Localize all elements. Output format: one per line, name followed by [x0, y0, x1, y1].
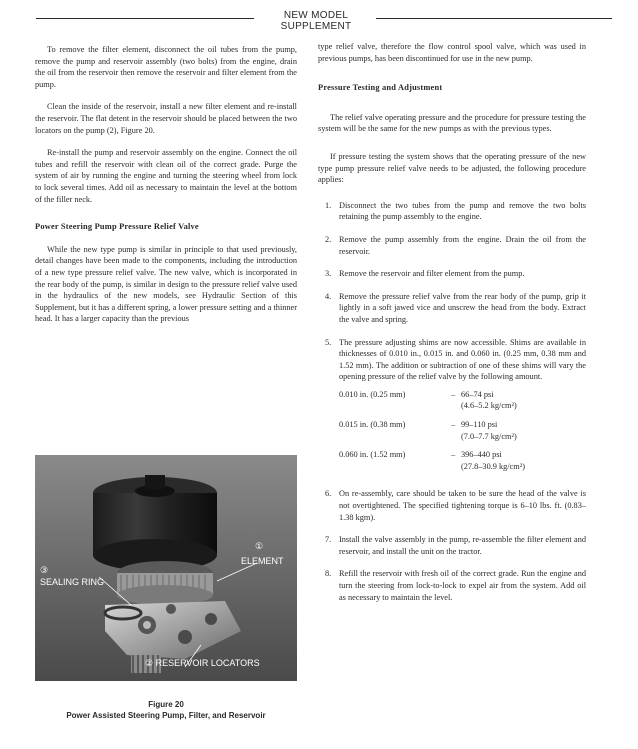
label-reservoir-locators: ② RESERVOIR LOCATORS	[145, 658, 260, 668]
label-element: ELEMENT	[241, 556, 284, 566]
section-heading-relief-valve: Power Steering Pump Pressure Relief Valve	[35, 222, 199, 232]
header-title: NEW MODEL SUPPLEMENT	[280, 10, 352, 32]
left-paragraph-3: Re-install the pump and reservoir assembly on the engine. Connect the oil tubes and refill the reservoir with clean oil of the correct grade. Purge the system of air by running the engine and turning the steering wheel from lock to lock several times. Add oil as necessary to maintain the level at the bottom of the filler neck.	[35, 148, 297, 204]
shim-row: 0.015 in. (0.38 mm) – 99–110 psi (7.0–7.7 kg/cm²)	[339, 420, 517, 441]
procedure-step-2: 2. Remove the pump assembly from the engine. Drain the oil from the reservoir.	[325, 234, 586, 256]
section-heading-pressure-testing: Pressure Testing and Adjustment	[318, 83, 443, 93]
page-header	[26, 10, 616, 32]
shim-row: 0.010 in. (0.25 mm) – 66–74 psi (4.6–5.2 kg/cm²)	[339, 389, 517, 411]
right-paragraph-2: The relief valve operating pressure and the procedure for pressure testing the system will be the same for the new pumps as with the previous types.	[318, 112, 586, 134]
procedure-step-7: 7. Install the valve assembly in the pump, re-assemble the filter element and reservoir, and install the unit on the tractor.	[325, 535, 586, 556]
procedure-step-8: 8. Refill the reservoir with fresh oil of the correct grade. Run the engine and turn the steering from lock-to-lock to expel air from the system. Add oil as necessary to maintain the level.	[325, 569, 586, 602]
procedure-step-6: 6. On re-assembly, care should be taken to be sure the head of the valve is not overtightened. The specified tightening torque is 6–10 lbs. ft. (0.83–1.38 kgm).	[325, 489, 586, 522]
header-rule-right	[376, 18, 612, 19]
procedure-list	[318, 200, 586, 603]
callout-3: ③	[40, 565, 49, 575]
figure-caption	[35, 699, 297, 721]
left-column	[35, 44, 297, 336]
procedure-step-1: 1. Disconnect the two tubes from the pump and remove the two bolts retaining the pump assembly to the engine.	[325, 200, 586, 222]
pump-photo-illustration	[35, 455, 297, 681]
figure-20-photo	[35, 455, 297, 681]
procedure-step-4: 4. Remove the pressure relief valve from the rear body of the pump, grip it lightly in a soft jawed vice and unscrew the head from the body. Extract the valve and spring.	[325, 291, 586, 324]
header-rule-left	[36, 18, 254, 19]
right-paragraph-1: type relief valve, therefore the flow control spool valve, which was used in previous pumps, has been discontinued for use in the new pump.	[318, 42, 586, 63]
figure-title: Power Assisted Steering Pump, Filter, and Reservoir	[66, 711, 266, 720]
procedure-step-3: 3. Remove the reservoir and filter element from the pump.	[325, 269, 525, 279]
right-paragraph-3: If pressure testing the system shows that the operating pressure of the new type pump pressure relief valve needs to be adjusted, the following procedure applies:	[318, 151, 586, 185]
left-paragraph-2: Clean the inside of the reservoir, install a new filter element and re-install the reservoir. The flat detent in the reservoir should be placed between the two locators on the pump (2), Figure 20.	[35, 102, 297, 135]
right-column	[318, 41, 586, 614]
left-paragraph-4: While the new type pump is similar in principle to that used previously, detail changes have been made to the components, including the introduction of a new type pressure relief valve. The new valve, which is incorporated in the rear body of the pump, is similar in design to the pressure relief valve used in the hydraulics of the new models, see Hydraulic Section of this Supplement, but it has a different spring, a lower pressure setting and a thinner head. It has a larger capacity than the previous	[35, 244, 297, 324]
procedure-step-5: 5. The pressure adjusting shims are now accessible. Shims are available in thicknesses of 0.010 in., 0.015 in. and 0.060 in. (0.25 mm, 0.38 mm and 1.52 mm). The addition or subtraction of one of these shims will vary the opening pressure of the relief valve by the following amount. 0.010 in. (0.25 mm) – 66–74 psi (4.6–5.2 kg/cm²) 0.015 in. (0.38 mm) – 99–110 psi (7.0–7.7 kg/cm²) 0.060 in. (1.52 mm) – 396–440 psi (27.8–30.9 kg/cm²)	[325, 337, 586, 471]
figure-number: Figure 20	[148, 700, 184, 709]
left-paragraph-1: To remove the filter element, disconnect the oil tubes from the pump, remove the pump and reservoir assembly (two bolts) from the engine, drain the oil from the reservoir then remove the reservoir and filter element from the pump.	[35, 45, 297, 89]
label-sealing-ring: SEALING RING	[40, 577, 105, 587]
callout-1: ①	[255, 541, 264, 551]
shim-row: 0.060 in. (1.52 mm) – 396–440 psi (27.8–30.9 kg/cm²)	[339, 450, 526, 471]
shim-pressure-table	[339, 389, 525, 473]
